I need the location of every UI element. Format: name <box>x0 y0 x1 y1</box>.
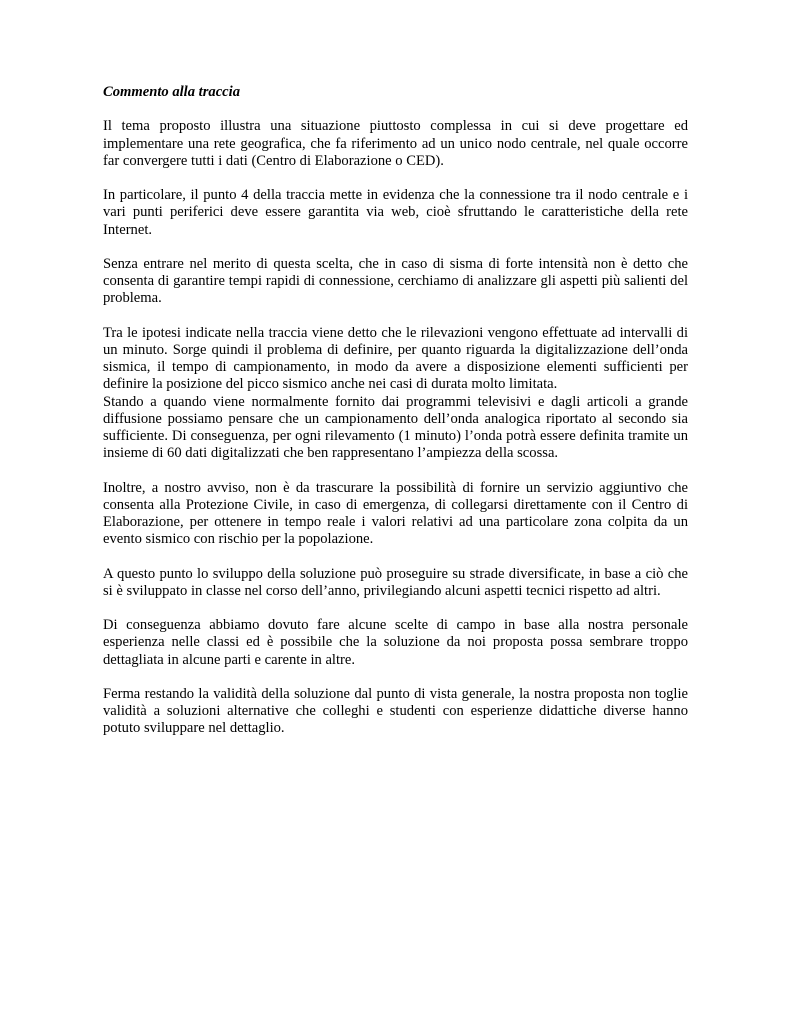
paragraph-point-4: In particolare, il punto 4 della traccia mette in evidenza che la connessione tra il nodo centrale e i vari punti periferici deve essere garantita via web, cioè sfruttando le caratteristiche della rete Internet. <box>103 187 688 238</box>
paragraph-connection-choice: Senza entrare nel merito di questa scelta, che in caso di sisma di forte intensità non è detto che consenta di garantire tempi rapidi di connessione, cerchiamo di analizzare gli aspetti più salienti del problema. <box>103 255 688 307</box>
paragraph-sampling-rate: Stando a quando viene normalmente fornito dai programmi televisivi e dagli articoli a grande diffusione possiamo pensare che un campionamento dell’onda analogica riportato al secondo sia sufficiente. Di conseguenza, per ogni rilevamento (1 minuto) l’onda potrà essere definita tramite un insieme di 60 dati digitalizzati che ben rappresentano l’ampiezza della scossa. <box>103 393 688 462</box>
paragraph-intro: Il tema proposto illustra una situazione piuttosto complessa in cui si deve progettare ed implementare una rete geografica, che fa riferimento ad un unico nodo centrale, nel quale occorre far convergere tutti i dati (Centro di Elaborazione o CED). <box>103 118 688 169</box>
paragraph-solution-development: A questo punto lo sviluppo della soluzione può proseguire su strade diversificate, in base a ciò che si è sviluppato in classe nel corso dell’anno, privilegiando alcuni aspetti tecnici rispetto ad altri. <box>103 565 688 599</box>
paragraph-validity: Ferma restando la validità della soluzione dal punto di vista generale, la nostra proposta non toglie validità a soluzioni alternative che colleghi e studenti con esperienze didattiche diverse hanno potuto sviluppare nel dettaglio. <box>103 685 688 737</box>
paragraph-field-choices: Di conseguenza abbiamo dovuto fare alcune scelte di campo in base alla nostra personale esperienza nelle classi ed è possibile che la soluzione da noi proposta possa sembrare troppo dettagliata in alcune parti e carente in altre. <box>103 617 688 668</box>
document-title: Commento alla traccia <box>103 84 241 100</box>
paragraph-sampling-problem: Tra le ipotesi indicate nella traccia viene detto che le rilevazioni vengono effettuate ad intervalli di un minuto. Sorge quindi il problema di definire, per quanto riguarda la digitalizzazione dell’onda sismica, il tempo di campionamento, in modo da avere a disposizione elementi sufficienti per definire la posizione del picco sismico anche nei casi di durata molto limitata. <box>103 324 688 393</box>
paragraph-civil-protection: Inoltre, a nostro avviso, non è da trascurare la possibilità di fornire un servizio aggiuntivo che consenta alla Protezione Civile, in caso di emergenza, di collegarsi direttamente con il Centro di Elaborazione, per ottenere in tempo reale i valori relativi ad una particolare zona colpita da un evento sismico con rischio per la popolazione. <box>103 479 688 548</box>
document-page <box>103 84 688 755</box>
